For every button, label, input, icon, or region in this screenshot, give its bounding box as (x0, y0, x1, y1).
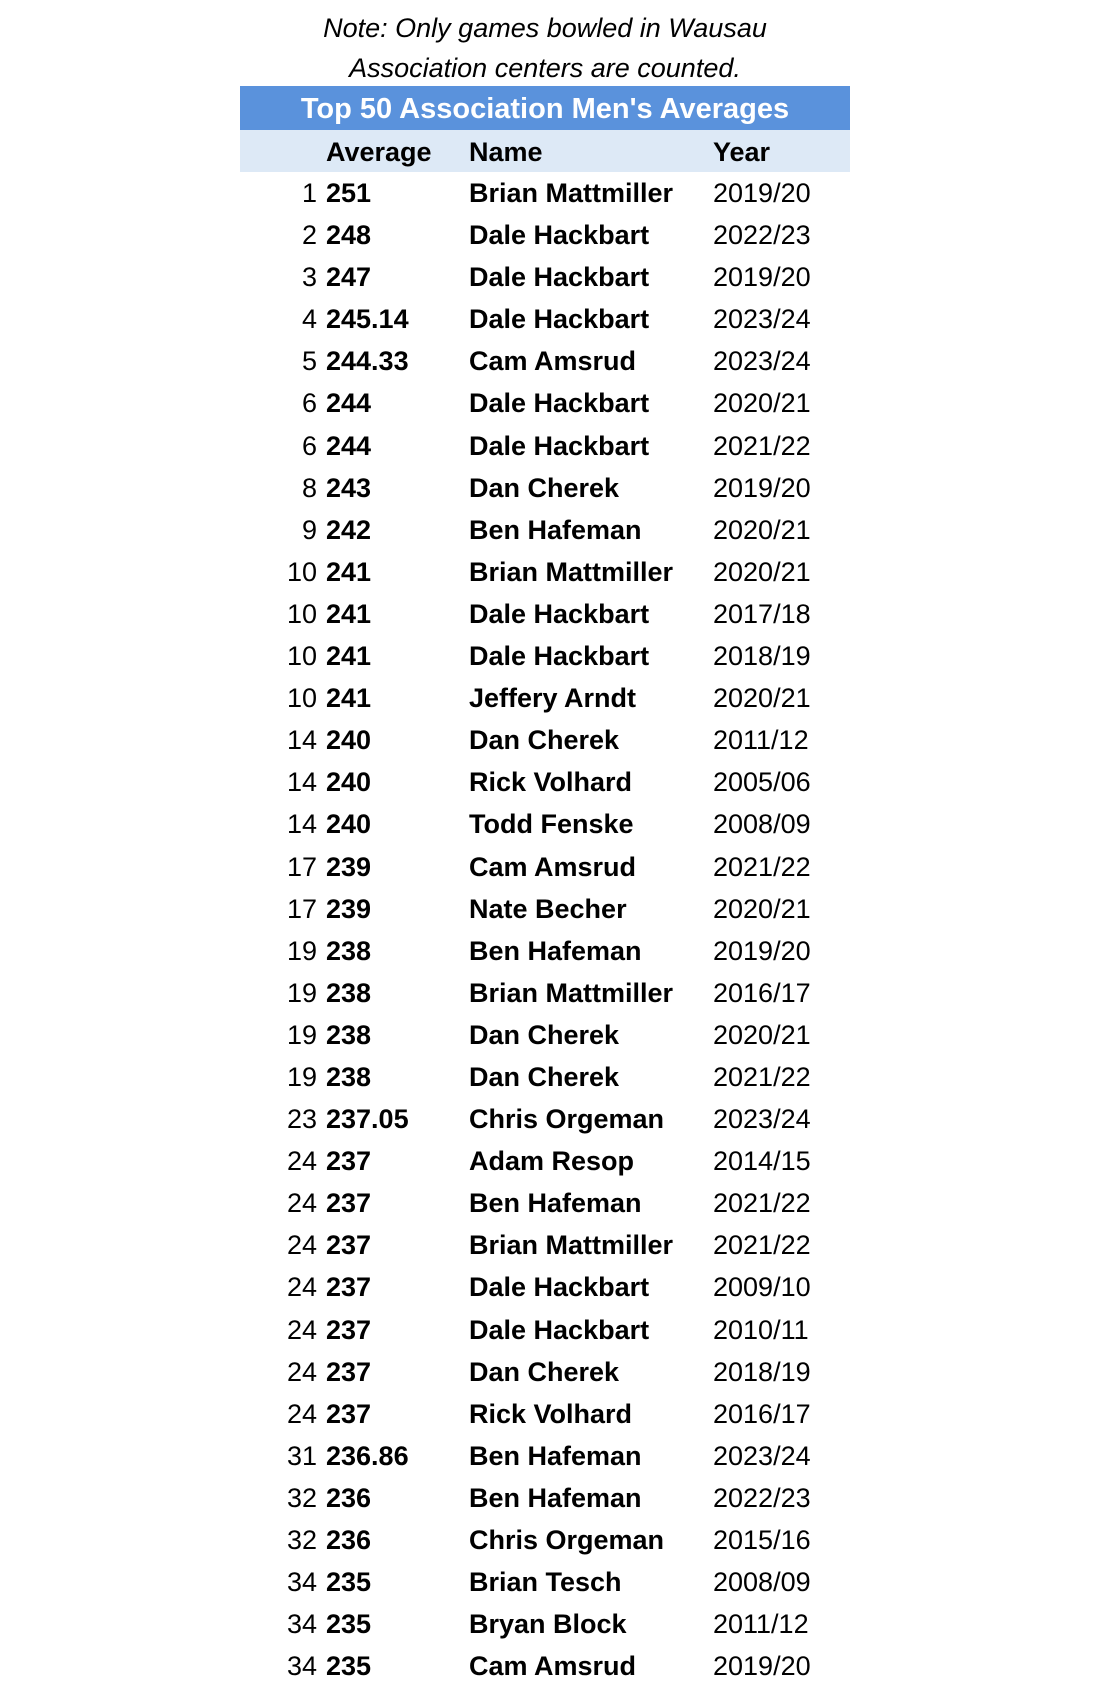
table-row (240, 214, 850, 256)
average-cell: 239 (326, 851, 372, 882)
average-cell: 236.86 (326, 1440, 409, 1471)
year-cell: 2019/20 (713, 178, 811, 208)
year-cell: 2018/19 (713, 1356, 811, 1387)
rank-cell: 24 (286, 1146, 317, 1177)
average-cell: 247 (326, 262, 372, 293)
table-row (240, 1603, 850, 1645)
year-cell: 2005/06 (713, 767, 811, 798)
year-cell: 2009/10 (713, 1272, 811, 1303)
note-line-1: Note: Only games bowled in Wausau (323, 13, 767, 43)
year-cell: 2023/24 (713, 346, 811, 377)
note-line-2: Association centers are counted. (349, 53, 741, 83)
name-cell: Chris Orgeman (469, 1525, 665, 1555)
rank-cell: 24 (286, 1314, 317, 1345)
average-cell: 237 (326, 1314, 372, 1345)
rank-cell: 1 (301, 178, 317, 208)
table-row (240, 593, 850, 635)
average-cell: 238 (326, 1019, 372, 1050)
table-row (240, 1014, 850, 1056)
name-cell: Dale Hackbart (469, 641, 650, 672)
year-cell: 2022/23 (713, 1482, 811, 1513)
average-cell: 248 (326, 220, 372, 251)
rank-cell: 34 (286, 1651, 317, 1682)
name-cell: Bryan Block (469, 1609, 627, 1640)
year-cell: 2021/22 (713, 851, 811, 882)
year-cell: 2008/09 (713, 1567, 811, 1598)
average-cell: 240 (326, 809, 372, 840)
table-row (240, 1561, 850, 1603)
year-cell: 2020/21 (713, 388, 811, 419)
rank-cell: 24 (286, 1230, 317, 1261)
name-cell: Dale Hackbart (469, 430, 650, 461)
table-header-row (240, 130, 850, 172)
year-cell: 2010/11 (713, 1314, 809, 1345)
rank-cell: 17 (286, 893, 317, 924)
name-cell: Dan Cherek (469, 1061, 620, 1092)
year-cell: 2011/12 (713, 1609, 809, 1640)
name-cell: Brian Mattmiller (469, 1230, 674, 1261)
year-cell: 2016/17 (713, 1398, 811, 1429)
year-cell: 2019/20 (713, 472, 811, 503)
year-cell: 2008/09 (713, 809, 811, 840)
name-cell: Dale Hackbart (469, 388, 650, 419)
year-cell: 2023/24 (713, 1104, 811, 1135)
name-cell: Brian Tesch (469, 1567, 622, 1598)
name-cell: Rick Volhard (469, 1398, 633, 1429)
table-row (240, 1182, 850, 1224)
rank-cell: 4 (301, 304, 317, 335)
table-row (240, 425, 850, 467)
year-cell: 2020/21 (713, 514, 811, 545)
table-row (240, 1351, 850, 1393)
rank-cell: 10 (286, 683, 317, 714)
rank-cell: 8 (301, 472, 317, 503)
rank-cell: 14 (286, 809, 317, 840)
year-cell: 2023/24 (713, 304, 811, 335)
average-cell: 237 (326, 1188, 372, 1219)
rank-cell: 14 (286, 725, 317, 756)
name-cell: Brian Mattmiller (469, 556, 674, 587)
year-cell: 2019/20 (713, 935, 811, 966)
table-row (240, 1435, 850, 1477)
rank-cell: 24 (286, 1188, 317, 1219)
name-cell: Brian Mattmiller (469, 977, 674, 1008)
table-row (240, 1393, 850, 1435)
rank-cell: 6 (301, 430, 317, 461)
table-row (240, 1098, 850, 1140)
average-cell: 244 (326, 388, 372, 419)
name-cell: Cam Amsrud (469, 346, 637, 377)
average-cell: 236 (326, 1525, 372, 1555)
year-cell: 2017/18 (713, 598, 811, 629)
rank-cell: 10 (286, 641, 317, 672)
table-row (240, 256, 850, 298)
name-cell: Ben Hafeman (469, 1188, 642, 1219)
table-row (240, 1056, 850, 1098)
rank-cell: 19 (286, 1061, 317, 1092)
average-cell: 237 (326, 1398, 372, 1429)
name-cell: Brian Mattmiller (469, 178, 674, 208)
name-cell: Dale Hackbart (469, 1314, 650, 1345)
year-cell: 2016/17 (713, 977, 811, 1008)
year-cell: 2020/21 (713, 893, 811, 924)
rank-cell: 19 (286, 935, 317, 966)
year-cell: 2022/23 (713, 220, 811, 251)
year-cell: 2021/22 (713, 1188, 811, 1219)
name-cell: Chris Orgeman (469, 1104, 665, 1135)
average-cell: 241 (326, 683, 372, 714)
table-row (240, 509, 850, 551)
rank-cell: 34 (286, 1609, 317, 1640)
name-cell: Dale Hackbart (469, 1272, 650, 1303)
average-cell: 240 (326, 767, 372, 798)
rank-cell: 10 (286, 598, 317, 629)
name-cell: Dale Hackbart (469, 304, 650, 335)
year-cell: 2021/22 (713, 1061, 811, 1092)
name-cell: Adam Resop (469, 1146, 635, 1177)
table-body (240, 172, 850, 1687)
year-cell: 2018/19 (713, 641, 811, 672)
average-cell: 242 (326, 514, 372, 545)
rank-cell: 10 (286, 556, 317, 587)
average-cell: 237 (326, 1146, 372, 1177)
rank-cell: 24 (286, 1356, 317, 1387)
name-cell: Dan Cherek (469, 472, 620, 503)
rank-cell: 19 (286, 977, 317, 1008)
table-row (240, 972, 850, 1014)
table-row (240, 677, 850, 719)
table-row (240, 1309, 850, 1351)
name-cell: Ben Hafeman (469, 1482, 642, 1513)
table-title: Top 50 Association Men's Averages (240, 86, 850, 130)
average-cell: 236 (326, 1482, 372, 1513)
name-cell: Ben Hafeman (469, 514, 642, 545)
name-cell: Cam Amsrud (469, 1651, 637, 1682)
average-cell: 245.14 (326, 304, 409, 335)
rank-cell: 32 (286, 1525, 317, 1555)
table-row (240, 340, 850, 382)
rank-cell: 2 (301, 220, 317, 251)
average-cell: 237 (326, 1356, 372, 1387)
table-row (240, 635, 850, 677)
table-row (240, 1224, 850, 1266)
table-row (240, 298, 850, 340)
average-cell: 240 (326, 725, 372, 756)
name-cell: Ben Hafeman (469, 935, 642, 966)
name-cell: Todd Fenske (469, 809, 634, 840)
year-cell: 2014/15 (713, 1146, 811, 1177)
average-cell: 241 (326, 556, 372, 587)
name-cell: Dale Hackbart (469, 262, 650, 293)
header-average: Average (326, 137, 432, 167)
year-cell: 2015/16 (713, 1525, 811, 1555)
year-cell: 2019/20 (713, 262, 811, 293)
name-cell: Dan Cherek (469, 1019, 620, 1050)
table-row (240, 1519, 850, 1561)
name-cell: Dale Hackbart (469, 220, 650, 251)
average-cell: 235 (326, 1609, 372, 1640)
table-row (240, 172, 850, 214)
table-row (240, 761, 850, 803)
average-cell: 235 (326, 1567, 372, 1598)
rank-cell: 31 (286, 1440, 317, 1471)
name-cell: Dale Hackbart (469, 598, 650, 629)
year-cell: 2020/21 (713, 1019, 811, 1050)
name-cell: Cam Amsrud (469, 851, 637, 882)
average-cell: 244.33 (326, 346, 409, 377)
average-cell: 237 (326, 1272, 372, 1303)
rank-cell: 23 (286, 1104, 317, 1135)
rank-cell: 17 (286, 851, 317, 882)
table-row (240, 846, 850, 888)
name-cell: Rick Volhard (469, 767, 633, 798)
table-row (240, 551, 850, 593)
table-row (240, 467, 850, 509)
average-cell: 238 (326, 935, 372, 966)
rank-cell: 6 (301, 388, 317, 419)
name-cell: Ben Hafeman (469, 1440, 642, 1471)
name-cell: Dan Cherek (469, 1356, 620, 1387)
rank-cell: 5 (301, 346, 317, 377)
table-row (240, 1140, 850, 1182)
table-row (240, 1645, 850, 1687)
table-row (240, 930, 850, 972)
average-cell: 243 (326, 472, 372, 503)
header-year: Year (713, 137, 771, 167)
average-cell: 244 (326, 430, 372, 461)
average-cell: 251 (326, 178, 372, 208)
year-cell: 2019/20 (713, 1651, 811, 1682)
rank-cell: 24 (286, 1398, 317, 1429)
name-cell: Jeffery Arndt (469, 683, 637, 714)
table-row (240, 803, 850, 845)
table-row (240, 1266, 850, 1308)
average-cell: 238 (326, 977, 372, 1008)
average-cell: 235 (326, 1651, 372, 1682)
year-cell: 2011/12 (713, 725, 809, 756)
average-cell: 241 (326, 598, 372, 629)
year-cell: 2021/22 (713, 1230, 811, 1261)
table-row (240, 382, 850, 424)
average-cell: 238 (326, 1061, 372, 1092)
year-cell: 2021/22 (713, 430, 811, 461)
header-name: Name (469, 137, 543, 167)
average-cell: 239 (326, 893, 372, 924)
rank-cell: 14 (286, 767, 317, 798)
rank-cell: 19 (286, 1019, 317, 1050)
name-cell: Dan Cherek (469, 725, 620, 756)
rank-cell: 3 (301, 262, 317, 293)
rank-cell: 9 (301, 514, 317, 545)
rank-cell: 24 (286, 1272, 317, 1303)
average-cell: 237.05 (326, 1104, 409, 1135)
name-cell: Nate Becher (469, 893, 627, 924)
rank-cell: 32 (286, 1482, 317, 1513)
year-cell: 2020/21 (713, 683, 811, 714)
rank-cell: 34 (286, 1567, 317, 1598)
average-cell: 237 (326, 1230, 372, 1261)
note (240, 8, 850, 88)
table-row (240, 1477, 850, 1519)
table-row (240, 719, 850, 761)
year-cell: 2020/21 (713, 556, 811, 587)
year-cell: 2023/24 (713, 1440, 811, 1471)
average-cell: 241 (326, 641, 372, 672)
table-row (240, 888, 850, 930)
